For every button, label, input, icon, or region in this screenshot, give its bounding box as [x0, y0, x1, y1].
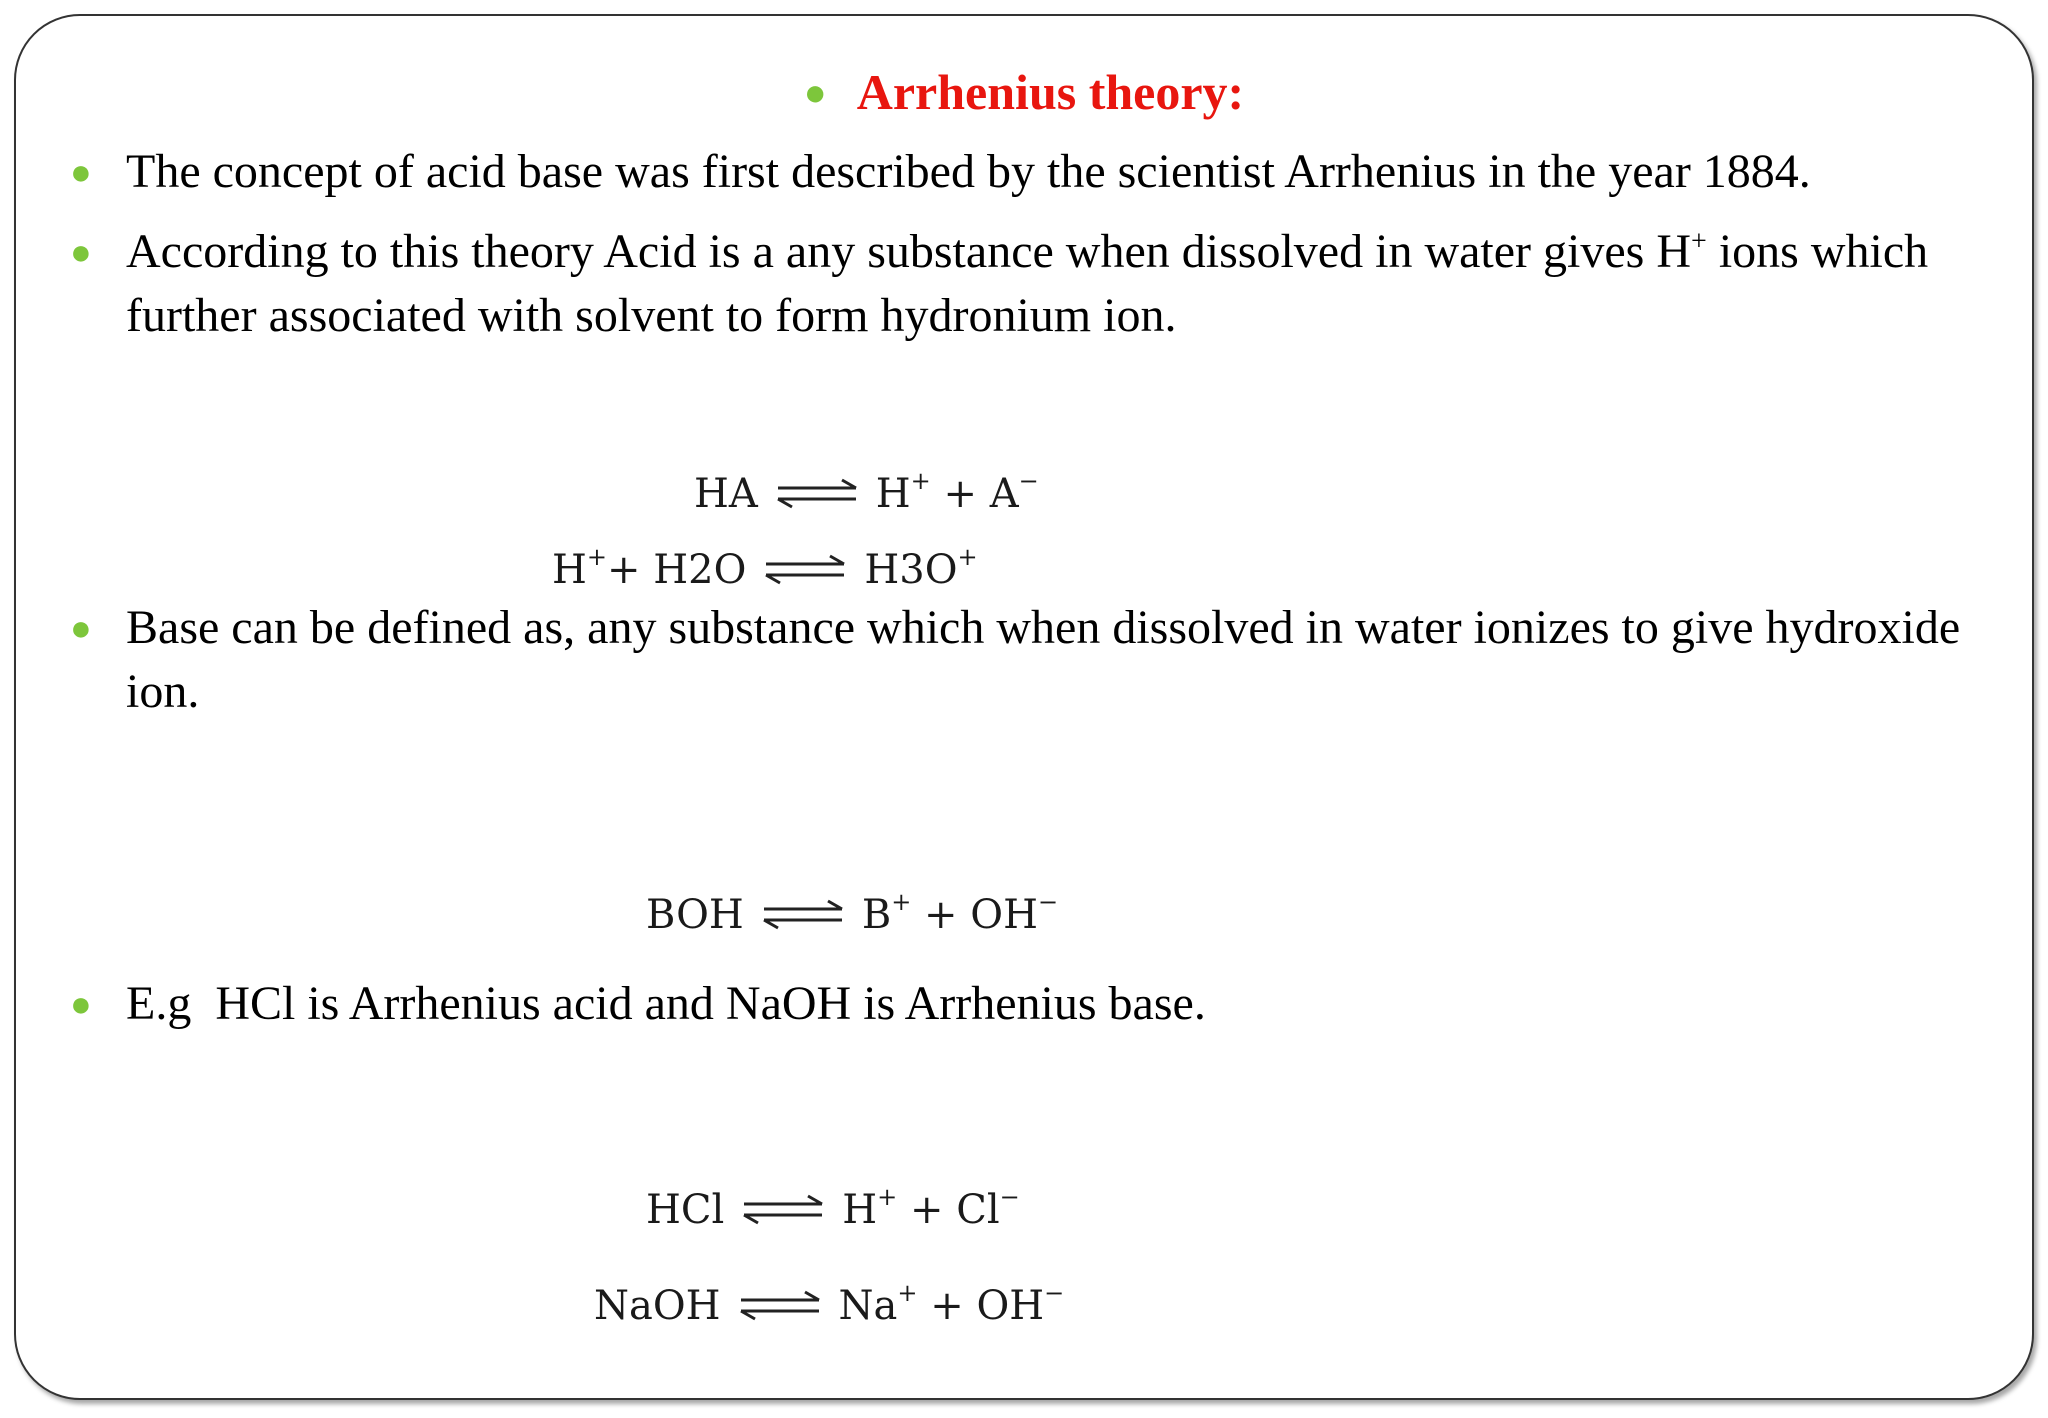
equation-rhs: H+ + Cl−: [842, 1183, 1020, 1233]
equilibrium-arrow-icon: [738, 1193, 828, 1227]
equation-rhs: H3O+: [864, 543, 978, 593]
bullet-acid-definition: [70, 220, 2010, 348]
bullet-dot-icon: ●: [70, 152, 92, 192]
bullet-text: E.g HCl is Arrhenius acid and NaOH is Arrhenius base.: [126, 977, 1206, 1030]
bullet-text: Base can be defined as, any substance which when dissolved in water ionizes to give hydroxide ion.: [126, 601, 1961, 718]
bullet-example: [70, 972, 2010, 1036]
bullet-text: The concept of acid base was first described by the scientist Arrhenius in the year 1884.: [126, 145, 1811, 198]
equation-lhs: HCl: [646, 1187, 725, 1233]
equation-base-dissociation: [646, 888, 1059, 939]
equation-lhs: NaOH: [594, 1283, 721, 1329]
equilibrium-arrow-icon: [760, 553, 850, 587]
bullet-text: According to this theory Acid is a any substance when dissolved in water gives H+ ions which further associated with solvent to form hydronium ion.: [126, 225, 1929, 342]
title-text: Arrhenius theory:: [856, 64, 1245, 120]
equilibrium-arrow-icon: [758, 898, 848, 932]
title-bullet-icon: ●: [803, 72, 827, 114]
bullet-dot-icon: ●: [70, 984, 92, 1024]
equation-acid-dissociation: [694, 467, 1039, 518]
bullet-concept: [70, 140, 2010, 204]
slide-title: [0, 62, 2048, 123]
equation-lhs: HA: [694, 471, 758, 517]
equation-hcl: [646, 1183, 1020, 1234]
equation-lhs: H++ H2O: [552, 543, 747, 593]
bullet-base-definition: [70, 596, 2010, 724]
equilibrium-arrow-icon: [735, 1289, 825, 1323]
bullet-dot-icon: ●: [70, 232, 92, 272]
equation-rhs: B+ + OH−: [861, 888, 1059, 938]
equation-naoh: [594, 1279, 1065, 1330]
equation-lhs: BOH: [646, 892, 744, 938]
equilibrium-arrow-icon: [772, 477, 862, 511]
equation-rhs: H+ + A−: [875, 467, 1039, 517]
equation-hydronium: [552, 543, 978, 594]
equation-rhs: Na+ + OH−: [838, 1279, 1065, 1329]
bullet-dot-icon: ●: [70, 608, 92, 648]
